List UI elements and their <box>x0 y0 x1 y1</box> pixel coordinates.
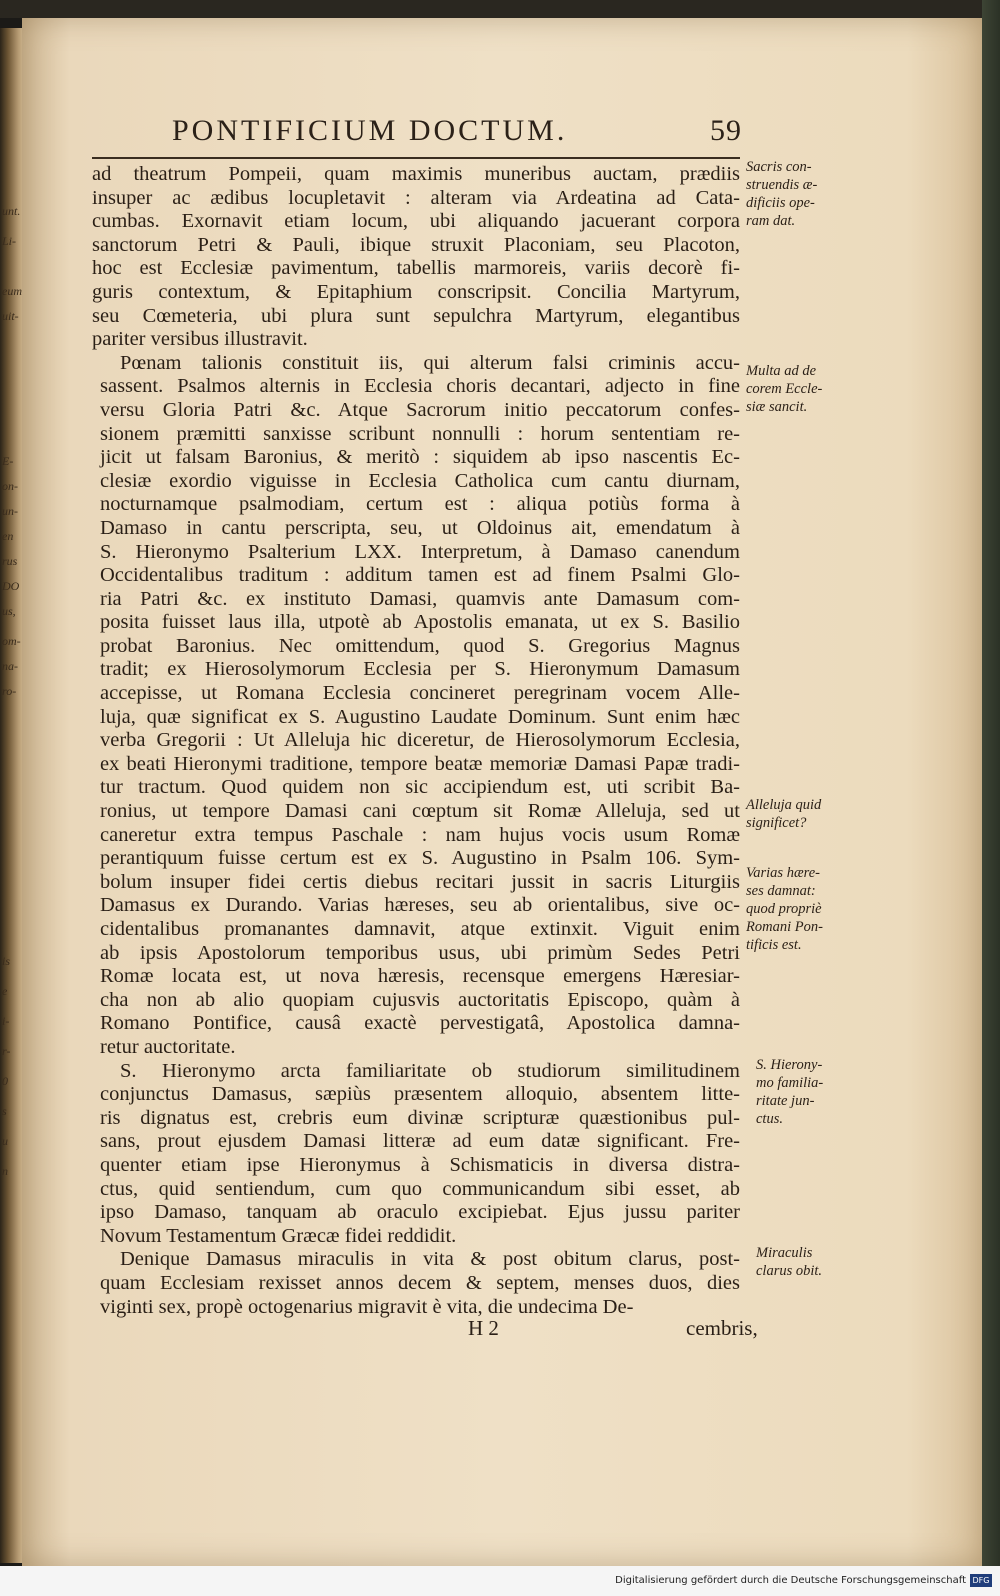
facing-page-fragment: 0 <box>2 1074 8 1088</box>
text-line: sassent. Psalmos alternis in Ecclesia choris decantari, adjecto in fine <box>100 375 740 398</box>
facing-page-fragment: om- <box>2 634 21 648</box>
facing-page-fragment: en <box>2 529 14 543</box>
text-line: tradit; ex Hierosolymorum Ecclesia per S. Hieronymum Damasum <box>100 658 740 681</box>
book-page <box>22 18 984 1566</box>
text-line: nocturnamque psalmodiam, certum est : aliqua potiùs forma à <box>100 493 740 516</box>
text-line: verba Gregorii : Ut Alleluja hic diceretur, de Hierosolymorum Ecclesia, <box>100 729 740 752</box>
text-line: Denique Damasus miraculis in vita & post obitum clarus, post- <box>120 1248 740 1271</box>
main-text <box>92 163 740 1319</box>
margin-note-line: Romani Pon- <box>746 919 823 935</box>
facing-page-fragment: DO <box>2 579 20 593</box>
margin-note-line: Miraculis <box>756 1245 813 1261</box>
signature-mark: H 2 <box>468 1316 499 1340</box>
text-line: hoc est Ecclesiæ pavimentum, tabellis marmoreis, variis decorè fi- <box>92 257 740 280</box>
margin-note-2 <box>746 362 846 416</box>
text-line: pariter versibus illustravit. <box>92 328 308 351</box>
text-line: perantiquum fuisse certum est ex S. Augustino in Psalm 106. Sym- <box>100 847 740 870</box>
dfg-logo-icon: DFG <box>970 1574 992 1587</box>
text-line: bolum insuper fidei certis diebus recitari jussit in sacris Liturgiis <box>100 870 740 893</box>
funding-credit: Digitalisierung gefördert durch die Deutsche Forschungsgemeinschaft <box>615 1575 966 1586</box>
facing-page-fragment: Li- <box>2 234 17 248</box>
text-line: guris contextum, & Epitaphium conscripsit. Concilia Martyrum, <box>92 280 740 303</box>
margin-note-line: quod propriè <box>746 901 822 917</box>
facing-page-fragment: us, <box>2 604 16 618</box>
text-line: insuper ac ædibus locupletavit : alteram via Ardeatina ad Cata- <box>92 186 740 209</box>
text-line: Pœnam talionis constituit iis, qui alterum falsi criminis accu- <box>120 351 740 374</box>
text-line: posita fuisset laus illa, utpotè ab Apostolis emanata, ut ex S. Basilio <box>100 611 740 634</box>
margin-note-line: dificiis ope- <box>746 195 815 211</box>
text-line: luja, quæ significat ex S. Augustino Laudate Dominum. Sunt enim hæc <box>100 705 740 728</box>
page-number: 59 <box>710 114 742 147</box>
text-line: tur tractum. Quod quidem non sic accipiendum est, uti scribit Ba- <box>100 776 740 799</box>
margin-note-line: siæ sancit. <box>746 399 808 415</box>
text-line: ria Patri &c. ex instituto Damasi, quamvis ante Damasum com- <box>100 587 740 610</box>
facing-page-fragment: E- <box>2 454 14 468</box>
margin-note-line: ses damnat: <box>746 883 816 899</box>
text-line: ctus, quid sentiendum, cum quo communicandum sibi esset, ab <box>100 1177 740 1200</box>
binding-board <box>982 0 1000 1566</box>
text-line: ris dignatus est, crebris eum divinæ scripturæ quæstionibus pul- <box>100 1106 740 1129</box>
text-line: caneretur extra tempus Paschale : nam hujus vocis usum Romæ <box>100 823 740 846</box>
text-line: cha non ab alio quopiam cujusvis auctoritatis Episcopo, quàm à <box>100 988 740 1011</box>
facing-page-fragment: na- <box>2 659 18 673</box>
margin-note-line: ram dat. <box>746 213 796 229</box>
margin-note-line: tificis est. <box>746 937 802 953</box>
text-line: ab ipsis Apostolorum temporibus usus, ubi primùm Sedes Petri <box>100 941 740 964</box>
text-line: retur auctoritate. <box>100 1035 236 1058</box>
facing-page-fragment: n <box>2 1164 8 1178</box>
text-line: cumbas. Exornavit etiam locum, ubi aliquando jacuerant corpora <box>92 210 740 233</box>
margin-note-line: clarus obit. <box>756 1263 823 1279</box>
text-line: versu Gloria Patri &c. Atque Sacrorum initio peccatorum confes- <box>100 398 740 421</box>
facing-page-fragment: u <box>2 1134 8 1148</box>
facing-page-fragment: e <box>2 984 8 998</box>
text-line: probat Baronius. Nec omittendum, quod S. Gregorius Magnus <box>100 634 740 657</box>
margin-note-line: struendis æ- <box>746 177 818 193</box>
facing-page-fragment: is <box>2 954 11 968</box>
text-line: jicit ut falsam Baronius, & meritò : siquidem ab ipso nascentis Ec- <box>100 446 740 469</box>
facing-page-fragment: on- <box>2 479 18 493</box>
facing-page-fragment: i- <box>2 1014 10 1028</box>
margin-note-line: significet? <box>746 815 807 831</box>
text-line: Novum Testamentum Græcæ fidei reddidit. <box>100 1224 457 1247</box>
margin-note-line: S. Hierony- <box>756 1057 823 1073</box>
text-line: Damasus ex Durando. Varias hæreses, seu ab orientalibus, sive oc- <box>100 894 740 917</box>
text-line: ronius, ut tempore Damasi cani cœptum sit Romæ Alleluja, sed ut <box>100 800 740 823</box>
text-line: sionem præmitti sanxisse scribunt nonnulli : horum sententiam re- <box>100 422 740 445</box>
text-line: ad theatrum Pompeii, quam maximis muneribus auctam, prædiis <box>92 163 740 185</box>
text-line: sans, prout ejusdem Damasi litteræ ad eum datæ significant. Fre- <box>100 1130 740 1153</box>
margin-note-line: Multa ad de <box>746 363 817 379</box>
margin-note-line: ctus. <box>756 1111 783 1127</box>
margin-note-line: mo familia- <box>756 1075 824 1091</box>
text-line: clesiæ exordio viguisse in Ecclesia Catholica cum cantu diurnam, <box>100 469 740 492</box>
text-line: sanctorum Petri & Pauli, ibique struxit Placoniam, seu Placoton, <box>92 233 740 256</box>
facing-page-fragment: un- <box>2 504 18 518</box>
text-line: seu Cœmeteria, ubi plura sunt sepulchra Martyrum, elegantibus <box>92 304 740 327</box>
margin-note-4 <box>746 864 846 954</box>
text-line: quam Ecclesiam rexisset annos decem & septem, menses duos, dies <box>100 1271 740 1294</box>
text-line: ipso Damaso, tanquam ab oraculo excipiebat. Ejus jussu pariter <box>100 1201 740 1224</box>
text-line: conjunctus Damasus, sæpiùs præsentem alloquio, absentem litte- <box>100 1083 740 1106</box>
header-rule <box>92 157 740 159</box>
text-line: S. Hieronymo arcta familiaritate ob studiorum similitudinem <box>120 1059 740 1082</box>
margin-note-line: Alleluja quid <box>746 797 822 813</box>
text-line: Romano Pontifice, causâ exactè pervestigatâ, Apostolica damna- <box>100 1012 740 1035</box>
facing-page-fragment: ro- <box>2 684 17 698</box>
text-line: Occidentalibus traditum : additum tamen est ad finem Psalmi Glo- <box>100 564 740 587</box>
text-line: cidentalibus promanantes damnavit, atque extinxit. Viguit enim <box>100 918 740 940</box>
text-line: Romæ locata est, ut nova hæresis, recensque emergens Hæresiar- <box>100 965 740 988</box>
margin-note-line: corem Eccle- <box>746 381 823 397</box>
text-line: viginti sex, propè octogenarius migravit è vita, die undecima De- <box>100 1295 634 1318</box>
running-title: PONTIFICIUM DOCTUM. <box>172 114 568 147</box>
catchword: cembris, <box>686 1316 758 1340</box>
margin-note-line: Varias hære- <box>746 865 820 881</box>
margin-note-3 <box>746 796 846 832</box>
text-line: accepisse, ut Romana Ecclesia concineret peregrinam vocem Alle- <box>100 682 740 705</box>
facing-page-fragment: uit- <box>2 309 19 323</box>
facing-page-fragment: eum <box>2 284 22 298</box>
running-header <box>172 114 742 148</box>
margin-note-line: Sacris con- <box>746 159 812 175</box>
facing-page-fragment: r- <box>2 1044 11 1058</box>
facing-page-fragment: rus <box>2 554 18 568</box>
margin-note-1 <box>746 158 846 230</box>
facing-page-fragment: s <box>2 1104 7 1118</box>
margin-note-5 <box>756 1056 856 1128</box>
facing-page-fragment: unt. <box>2 204 21 218</box>
text-line: Damaso in cantu perscripta, seu, ut Oldoinus ait, emendatum à <box>100 516 740 539</box>
text-line: quenter etiam ipse Hieronymus à Schismaticis in diversa distra- <box>100 1153 740 1176</box>
scan-background-top <box>0 0 1000 18</box>
text-line: ex beati Hieronymi traditione, tempore beatæ memoriæ Damasi Papæ tradi- <box>100 752 740 775</box>
text-line: S. Hieronymo Psalterium LXX. Interpretum, à Damaso canendum <box>100 540 740 563</box>
margin-note-6 <box>756 1244 856 1280</box>
margin-note-line: ritate jun- <box>756 1093 815 1109</box>
